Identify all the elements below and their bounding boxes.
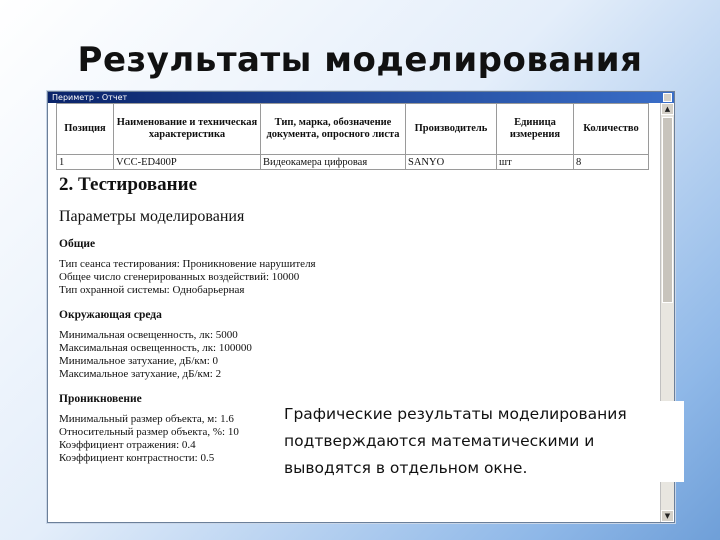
table-row (57, 155, 649, 170)
group-heading: Проникновение (59, 393, 142, 405)
scroll-up-icon[interactable]: ▲ (661, 103, 674, 115)
param-line: Относительный размер объекта, %: 10 (59, 426, 239, 438)
param-line: Тип охранной системы: Однобарьерная (59, 284, 245, 296)
slide-title: Результаты моделирования (77, 40, 643, 80)
cell-name: VCC-ED400P (114, 155, 261, 170)
scroll-down-icon[interactable]: ▼ (661, 510, 674, 522)
group-general (59, 238, 660, 297)
param-line: Минимальная освещенность, лк: 5000 (59, 329, 238, 341)
subsection-title: Параметры моделирования (59, 208, 245, 225)
param-line: Общее число сгенерированных воздействий: 10000 (59, 271, 300, 283)
caption-line: Графические результаты моделирования (284, 405, 627, 423)
cell-position: 1 (57, 155, 114, 170)
section-title: 2. Тестирование (59, 174, 198, 195)
cell-manufacturer: SANYO (406, 155, 497, 170)
param-line: Максимальная освещенность, лк: 100000 (59, 342, 252, 354)
param-line: Коэффициент отражения: 0.4 (59, 439, 196, 451)
caption-box (282, 401, 684, 482)
window-titlebar[interactable] (48, 92, 674, 103)
param-line: Минимальное затухание, дБ/км: 0 (59, 355, 219, 367)
cell-unit: шт (497, 155, 574, 170)
caption-line: выводятся в отдельном окне. (284, 459, 528, 477)
close-icon[interactable] (663, 93, 672, 102)
cell-type: Видеокамера цифровая (261, 155, 406, 170)
col-header-name: Наименование и техническая характеристика (114, 104, 261, 155)
col-header-position: Позиция (57, 104, 114, 155)
scroll-thumb[interactable] (662, 117, 673, 303)
param-line: Тип сеанса тестирования: Проникновение нарушителя (59, 258, 316, 270)
group-heading: Окружающая среда (59, 309, 162, 321)
spec-table (56, 103, 649, 170)
col-header-type: Тип, марка, обозначение документа, опросного листа (261, 104, 406, 155)
window-title: Периметр - Отчет (52, 93, 128, 102)
col-header-quantity: Количество (574, 104, 649, 155)
param-line: Минимальный размер объекта, м: 1.6 (59, 413, 234, 425)
caption-line: подтверждаются математическими и (284, 432, 595, 450)
group-environment (59, 309, 660, 381)
cell-quantity: 8 (574, 155, 649, 170)
col-header-unit: Единица измерения (497, 104, 574, 155)
col-header-manufacturer: Производитель (406, 104, 497, 155)
param-line: Максимальное затухание, дБ/км: 2 (59, 368, 222, 380)
group-heading: Общие (59, 238, 96, 250)
table-header-row (57, 104, 649, 155)
param-line: Коэффициент контрастности: 0.5 (59, 452, 215, 464)
